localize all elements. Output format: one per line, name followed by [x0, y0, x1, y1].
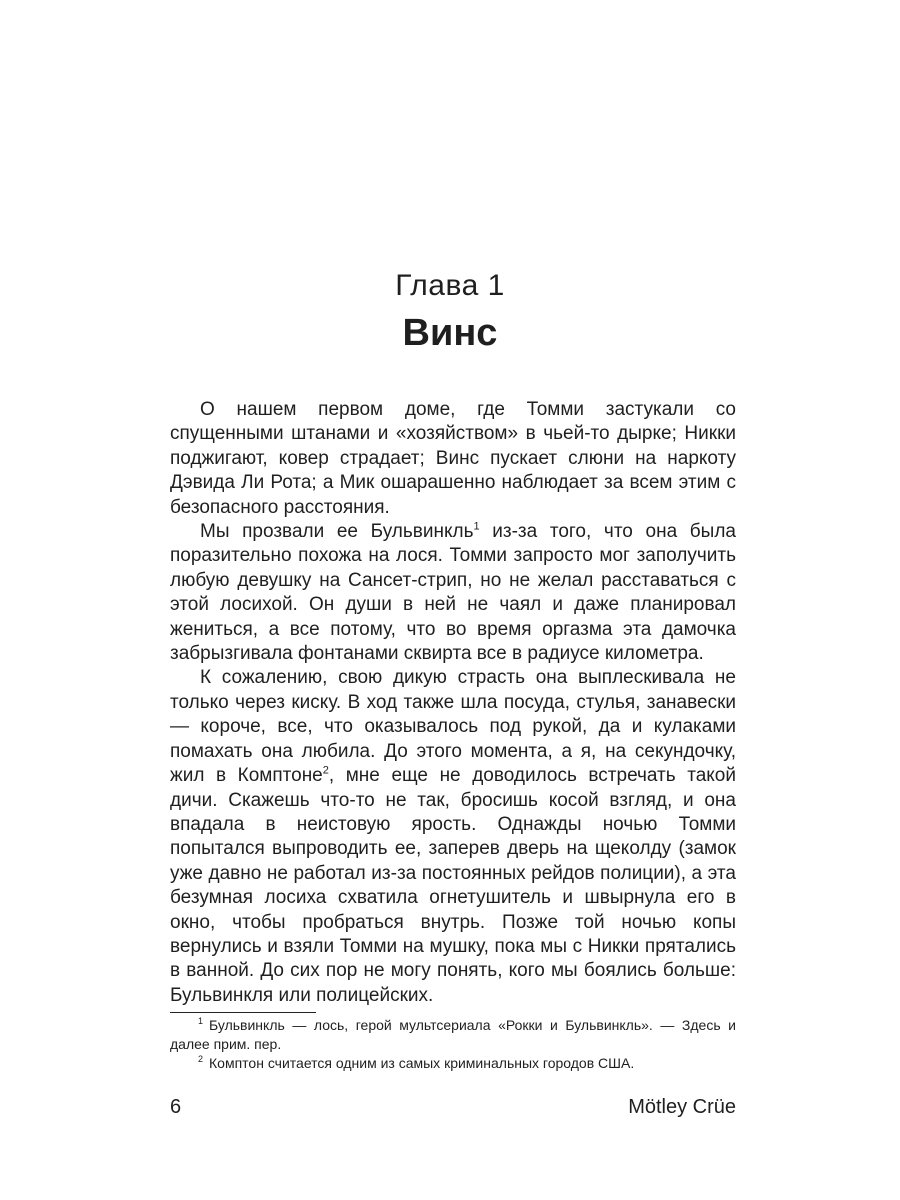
chapter-title: Винс: [402, 312, 498, 354]
footnote-divider: [170, 1012, 316, 1013]
footnote-1: [170, 1016, 736, 1054]
footnote-ref-2[interactable]: 2: [322, 764, 329, 777]
footnote-1-text: Бульвинкль — лось, герой мультсериала «Рокки и Бульвинкль». — Здесь и далее прим. пер.: [170, 1017, 736, 1052]
paragraph-1: О нашем первом доме, где Томми застукали со спущенными штанами и «хозяйством» в чьей-то дырке; Никки поджигают, ковер страдает; Винс пускает слюни на наркоту Дэвида Ли Рота; а Мик ошарашенно наблюдает за всем этим с безопасного расстояния.: [170, 399, 736, 518]
paragraph-3-text-a: К сожалению, свою дикую страсть она выплескивала не только через киску. В ход также шла посуда, стулья, занавески — короче, все, что оказывалось под рукой, да и кулаками помахать она любила. До этого момента, а я, на секундочку, жил в Комптоне: [170, 667, 736, 787]
chapter-label: Глава 1: [395, 269, 505, 302]
footnote-2-text: Комптон считается одним из самых криминальных городов США.: [209, 1055, 635, 1071]
footnotes: [170, 1016, 736, 1073]
paragraph-2-text-a: Мы прозвали ее Бульвинкль: [200, 521, 474, 543]
paragraph-2-text-b: из-за того, что она была поразительно похожа на лося. Томми запросто мог заполучить любую девушку на Сансет-стрип, но не желал расставаться с этой лосихой. Он души в ней не чаял и даже планировал жениться, а все потому, что во время оргазма эта дамочка забрызгивала фонтанами сквирта все в радиусе километра.: [170, 521, 736, 665]
footnote-2: [170, 1054, 736, 1073]
footnote-1-mark: 1: [198, 1016, 204, 1027]
page-number: 6: [170, 1096, 182, 1118]
chapter-body: [170, 398, 736, 1008]
running-title: Mötley Crüe: [628, 1096, 736, 1118]
paragraph-2: [170, 520, 736, 666]
footnote-2-mark: 2: [198, 1054, 204, 1065]
paragraph-3: [170, 666, 736, 1008]
footnote-ref-1[interactable]: 1: [473, 520, 480, 533]
paragraph-3-text-b: , мне еще не доводилось встречать такой дичи. Скажешь что-то не так, бросишь косой взгляд, и она впадала в неистовую ярость. Однажды ночью Томми попытался выпроводить ее, заперев дверь на щеколду (замок уже давно не работал из-за постоянных рейдов полиции), а эта безумная лосиха схватила огнетушитель и швырнула его в окно, чтобы пробраться внутрь. Позже той ночью копы вернулись и взяли Томми на мушку, пока мы с Никки прятались в ванной. До сих пор не могу понять, кого мы боялись больше: Бульвинкля или полицейских.: [170, 765, 736, 1006]
